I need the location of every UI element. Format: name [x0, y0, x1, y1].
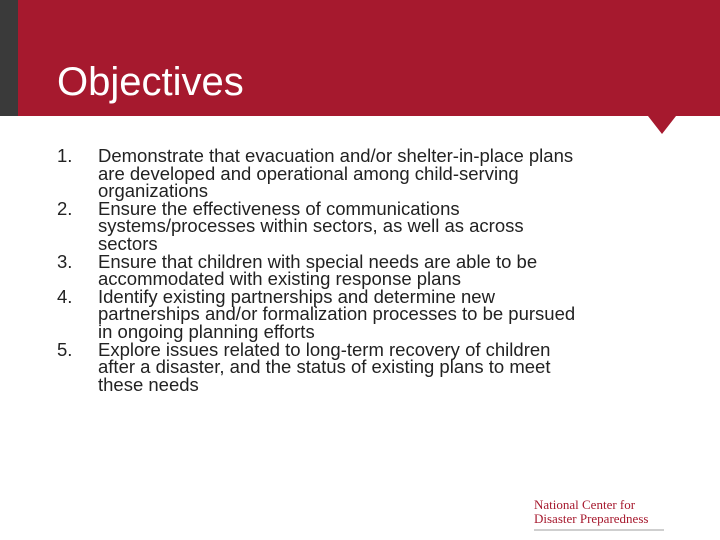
objective-item-4: [57, 285, 677, 342]
objective-item-3: [57, 250, 677, 290]
ncdp-logo: [534, 498, 694, 531]
banner-notch: [648, 116, 676, 134]
objective-line: systems/processes within sectors, as well as across: [98, 215, 524, 237]
objective-line: Explore issues related to long-term recovery of children: [98, 338, 551, 360]
accent-strip: [0, 0, 18, 116]
objective-item-2: [57, 197, 677, 254]
objective-line: Demonstrate that evacuation and/or shelter-in-place plans: [98, 145, 574, 166]
objective-line: Ensure the effectiveness of communications: [98, 197, 460, 219]
objective-line: these needs: [98, 373, 199, 395]
objective-line: partnerships and/or formalization processes to be pursued: [98, 303, 576, 325]
objective-line: in ongoing planning efforts: [98, 320, 315, 342]
title-banner: [0, 0, 720, 116]
objective-item-5: [57, 338, 677, 395]
objective-line: Ensure that children with special needs are able to be: [98, 250, 538, 272]
objective-number: 3.: [57, 250, 73, 272]
objective-line: after a disaster, and the status of existing plans to meet: [98, 356, 551, 378]
objective-number: 5.: [57, 338, 73, 360]
objective-line: are developed and operational among child-serving: [98, 162, 519, 184]
logo-line-2: Disaster Preparedness: [534, 511, 649, 526]
objective-number: 4.: [57, 285, 73, 307]
logo-tagline-rule: [534, 529, 664, 531]
objective-number: 1.: [57, 145, 73, 166]
objectives-list: [57, 147, 677, 393]
objective-number: 2.: [57, 197, 73, 219]
objective-item-1: [57, 147, 677, 200]
objective-line: sectors: [98, 232, 158, 254]
slide-title: Objectives: [57, 60, 244, 104]
objective-line: organizations: [98, 180, 209, 202]
objective-line: accommodated with existing response plans: [98, 268, 461, 290]
logo-line-1: National Center for: [534, 497, 636, 512]
objective-line: Identify existing partnerships and determine new: [98, 285, 495, 307]
